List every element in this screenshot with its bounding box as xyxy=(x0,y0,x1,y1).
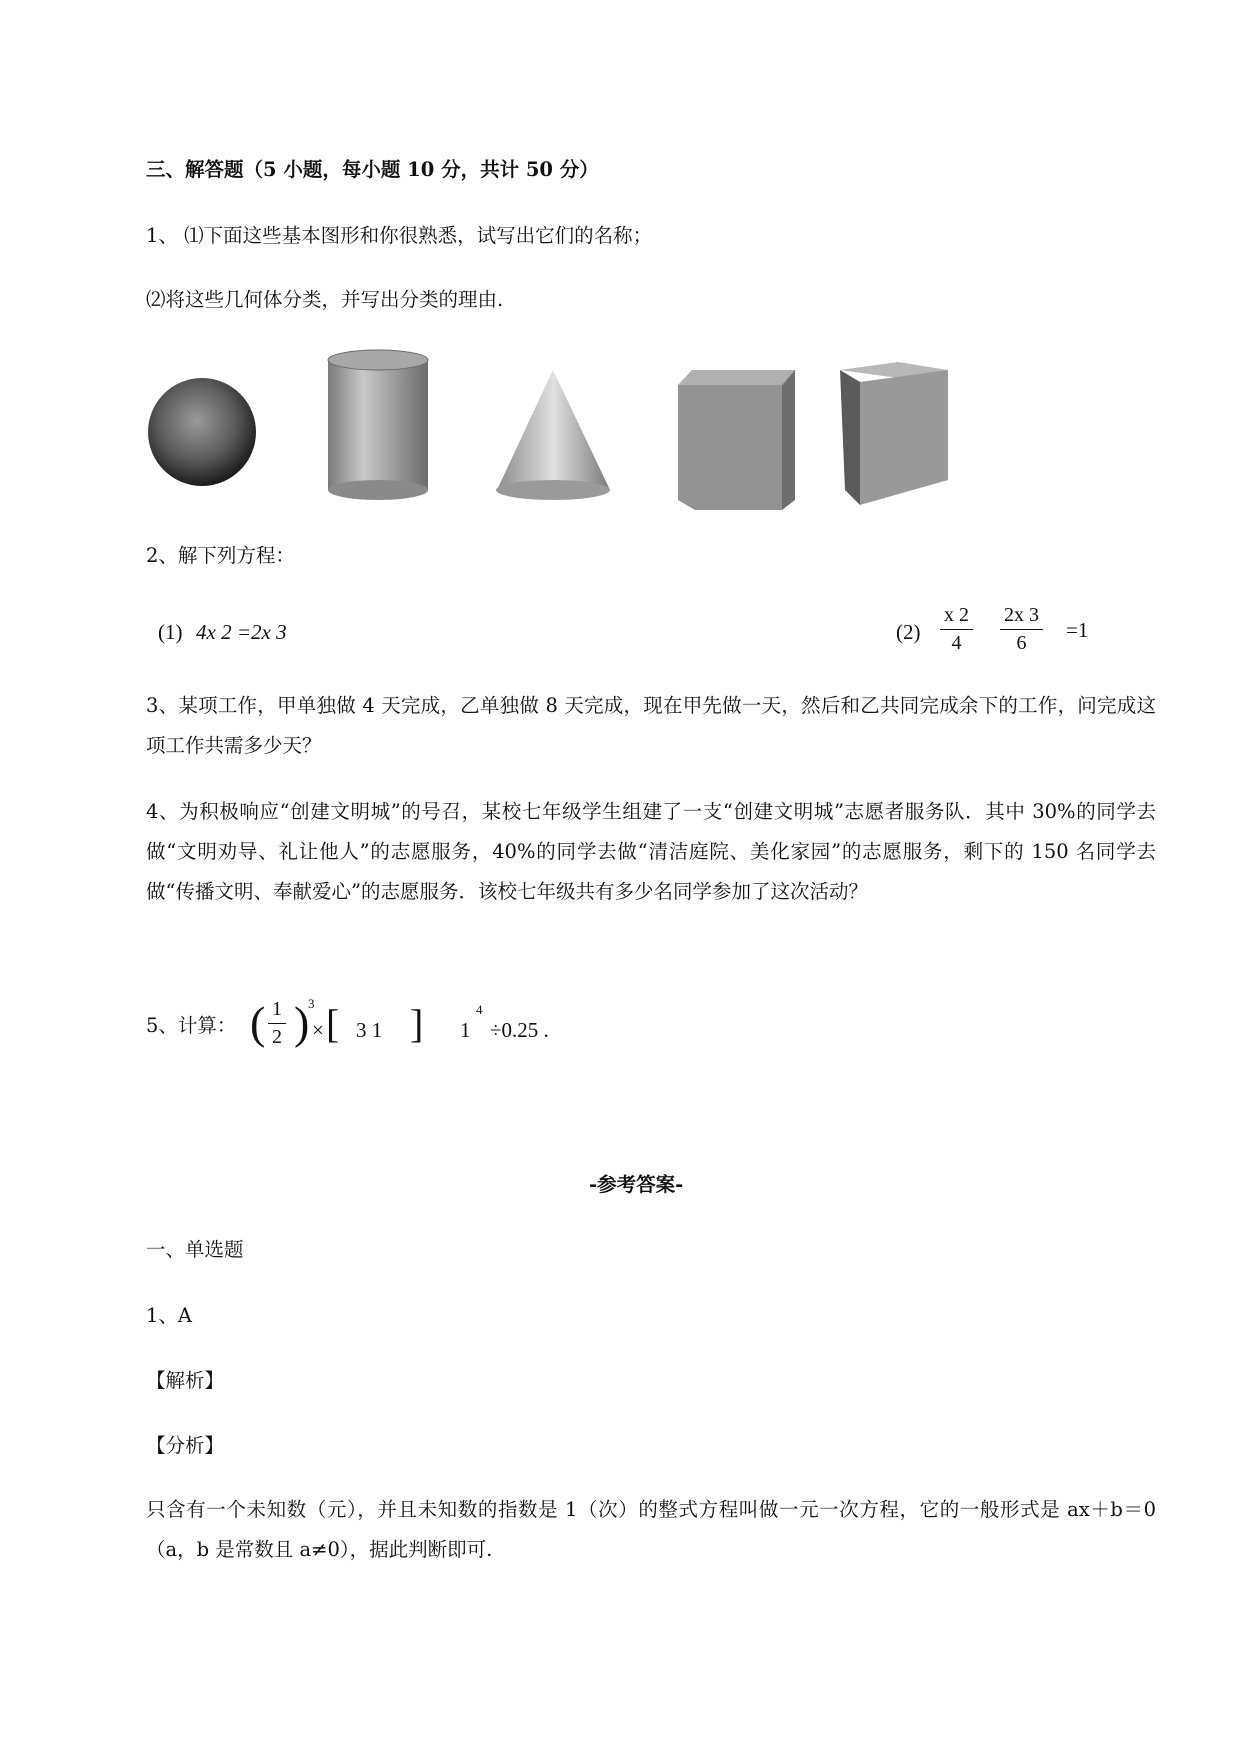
answer-1: 1、A xyxy=(146,1304,192,1327)
left-paren: ( xyxy=(250,997,266,1048)
question-1-part-2: ⑵将这些几何体分类，并写出分类的理由. xyxy=(146,288,504,311)
half-denominator: 2 xyxy=(272,1026,282,1048)
times-sign: × xyxy=(312,1018,324,1042)
geometric-figures xyxy=(140,340,1100,520)
question-5-label: 5、计算： xyxy=(146,1014,237,1037)
exponent-3: 3 xyxy=(308,996,315,1011)
equation-2-rhs: =1 xyxy=(1066,618,1089,642)
question-1-part-1: 1、 ⑴下面这些基本图形和你很熟悉，试写出它们的名称； xyxy=(146,224,653,247)
half-fraction xyxy=(268,998,286,1049)
triangular-prism-icon xyxy=(840,362,948,505)
cylinder-icon xyxy=(328,350,428,500)
fraction-1-denominator: 4 xyxy=(951,632,962,654)
bracket-inner: 3 1 xyxy=(356,1018,383,1042)
cuboid-icon xyxy=(678,370,795,510)
equation-1: 4x 2 =2x 3 xyxy=(196,620,287,644)
division-tail: ÷0.25 . xyxy=(490,1018,549,1042)
equation-2-label: (2) xyxy=(896,620,921,644)
question-2-title: 2、解下列方程： xyxy=(146,544,295,567)
sphere-icon xyxy=(148,378,256,486)
analysis-text: 只含有一个未知数（元），并且未知数的指数是 1（次）的整式方程叫做一元一次方程，它的一般形式是 ax＋b＝0（a，b 是常数且 a≠0），据此判断即可. xyxy=(146,1498,1156,1561)
fraction-1-numerator: x 2 xyxy=(940,604,973,630)
question-3: 3、某项工作，甲单独做 4 天完成，乙单独做 8 天完成，现在甲先做一天，然后和乙共同完成余下的工作，问完成这项工作共需多少天？ xyxy=(146,694,1156,757)
equation-2-fraction-1 xyxy=(940,604,973,655)
right-paren: ) xyxy=(294,997,310,1048)
equation-1-label: (1) xyxy=(158,620,183,644)
analysis-label: 【解析】 xyxy=(146,1369,225,1392)
fenxi-label: 【分析】 xyxy=(146,1434,225,1457)
term-1: 1 xyxy=(460,1018,471,1042)
section-title: 三、解答题（5 小题，每小题 10 分，共计 50 分） xyxy=(146,158,599,181)
answers-section: 一、单选题 xyxy=(146,1238,244,1261)
question-4: 4、为积极响应“创建文明城”的号召，某校七年级学生组建了一支“创建文明城”志愿者服务队．其中 30%的同学去做“文明劝导、礼让他人”的志愿服务，40%的同学去做“清洁庭院、美化家园”的志愿服务，剩下的 150 名同学去做“传播文明、奉献爱心”的志愿服务．该校七年级共有多少名同学参加了这次活动？ xyxy=(146,800,1156,903)
exponent-4: 4 xyxy=(476,1002,483,1017)
fraction-2-numerator: 2x 3 xyxy=(1000,604,1043,630)
left-bracket: [ xyxy=(326,1001,340,1046)
fraction-2-denominator: 6 xyxy=(1016,632,1027,654)
half-numerator: 1 xyxy=(268,998,286,1024)
right-bracket: ] xyxy=(410,1001,424,1046)
equation-2-fraction-2 xyxy=(1000,604,1043,655)
cone-icon xyxy=(496,370,610,500)
answers-title: -参考答案- xyxy=(589,1173,684,1196)
